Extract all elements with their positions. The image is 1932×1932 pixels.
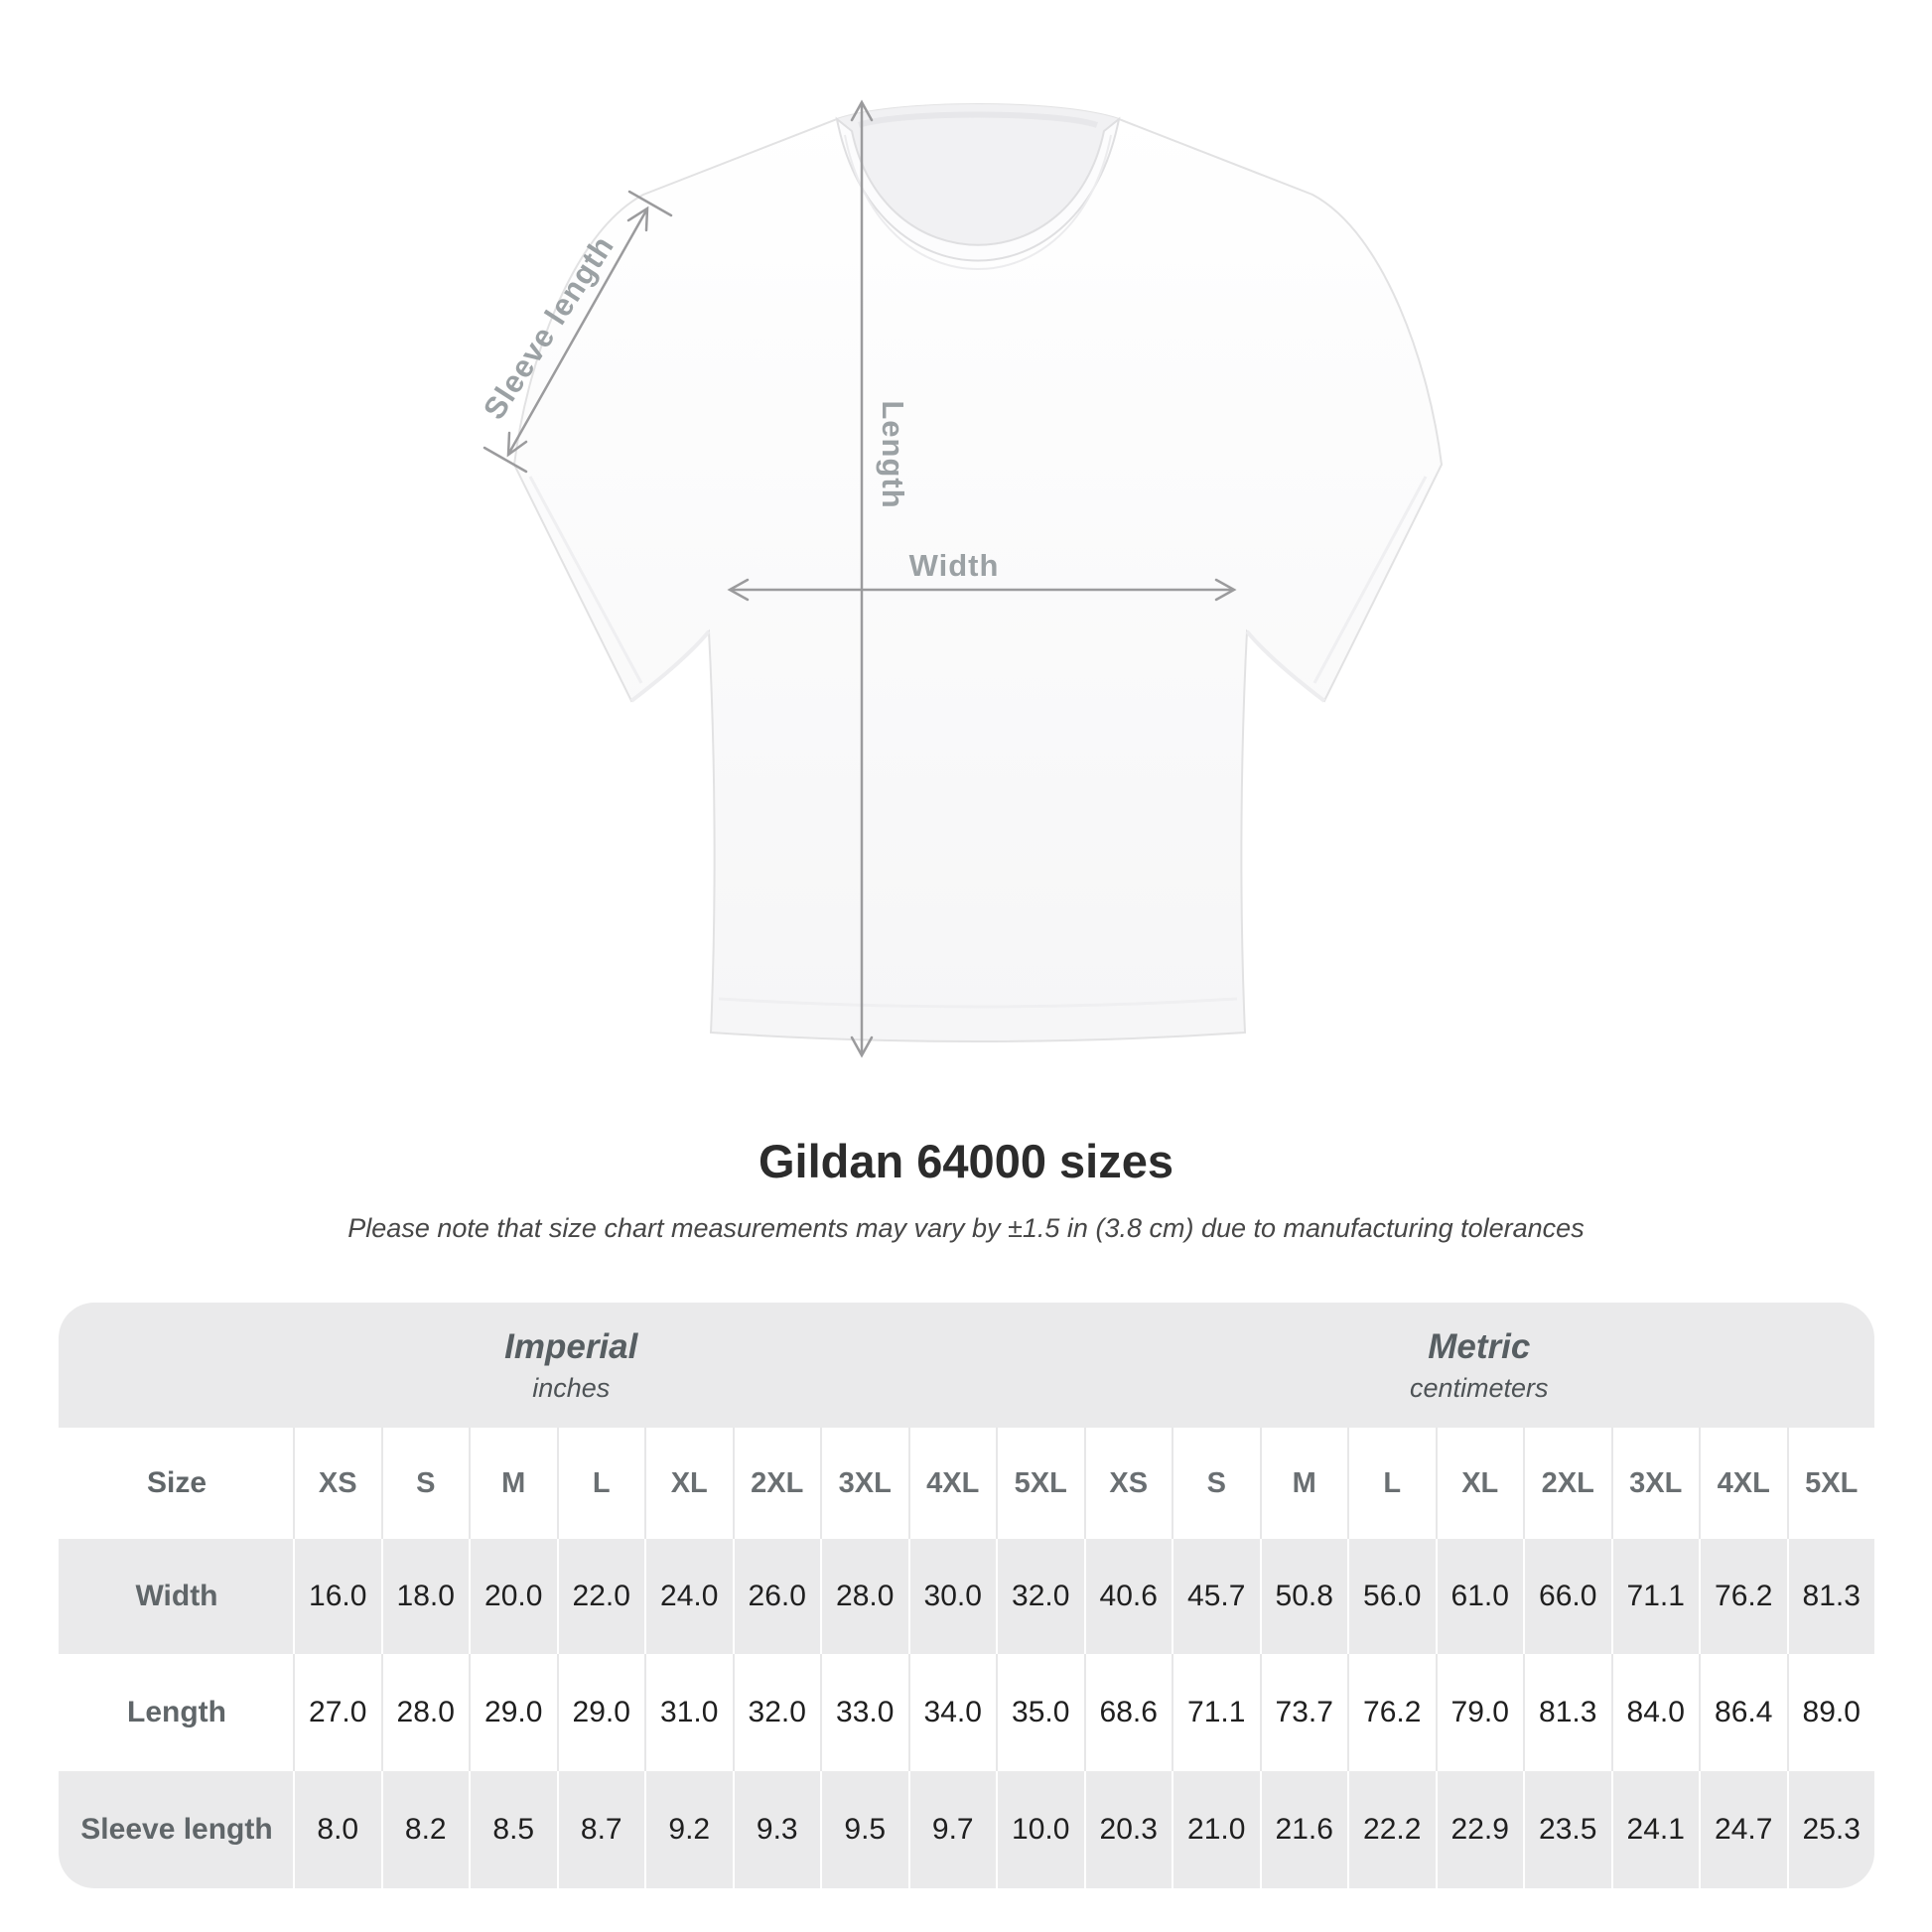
length-label: Length bbox=[876, 400, 910, 509]
cell-length-imperial: 34.0 bbox=[908, 1654, 997, 1771]
row-label-sleeve-length: Sleeve length bbox=[59, 1771, 293, 1888]
size-table bbox=[59, 1303, 1874, 1888]
sleeve-length-label: Sleeve length bbox=[476, 228, 621, 426]
size-header-imperial-3xl: 3XL bbox=[820, 1428, 908, 1539]
size-table-grid bbox=[59, 1428, 1874, 1888]
cell-sleeve-length-imperial: 9.5 bbox=[820, 1771, 908, 1888]
size-header-metric-xl: XL bbox=[1436, 1428, 1524, 1539]
width-label: Width bbox=[908, 548, 1000, 583]
imperial-group-header bbox=[59, 1303, 1084, 1428]
size-header-imperial-5xl: 5XL bbox=[996, 1428, 1084, 1539]
cell-width-imperial: 30.0 bbox=[908, 1539, 997, 1654]
size-header-imperial-m: M bbox=[469, 1428, 557, 1539]
metric-group-header bbox=[1084, 1303, 1875, 1428]
cell-width-imperial: 28.0 bbox=[820, 1539, 908, 1654]
cell-width-metric: 40.6 bbox=[1084, 1539, 1173, 1654]
cell-width-imperial: 18.0 bbox=[381, 1539, 470, 1654]
cell-sleeve-length-imperial: 9.7 bbox=[908, 1771, 997, 1888]
cell-width-imperial: 16.0 bbox=[293, 1539, 381, 1654]
size-header-metric-xs: XS bbox=[1084, 1428, 1173, 1539]
cell-length-imperial: 32.0 bbox=[733, 1654, 821, 1771]
cell-sleeve-length-metric: 21.0 bbox=[1172, 1771, 1260, 1888]
cell-width-imperial: 20.0 bbox=[469, 1539, 557, 1654]
cell-sleeve-length-metric: 24.1 bbox=[1611, 1771, 1700, 1888]
size-header-metric-4xl: 4XL bbox=[1699, 1428, 1787, 1539]
cell-width-metric: 61.0 bbox=[1436, 1539, 1524, 1654]
cell-length-imperial: 35.0 bbox=[996, 1654, 1084, 1771]
cell-length-imperial: 29.0 bbox=[469, 1654, 557, 1771]
cell-sleeve-length-metric: 24.7 bbox=[1699, 1771, 1787, 1888]
cell-sleeve-length-metric: 22.9 bbox=[1436, 1771, 1524, 1888]
cell-width-imperial: 32.0 bbox=[996, 1539, 1084, 1654]
cell-sleeve-length-imperial: 8.2 bbox=[381, 1771, 470, 1888]
imperial-title: Imperial bbox=[504, 1326, 638, 1366]
row-label-width: Width bbox=[59, 1539, 293, 1654]
cell-width-imperial: 26.0 bbox=[733, 1539, 821, 1654]
cell-sleeve-length-metric: 20.3 bbox=[1084, 1771, 1173, 1888]
size-header-metric-s: S bbox=[1172, 1428, 1260, 1539]
cell-length-metric: 86.4 bbox=[1699, 1654, 1787, 1771]
cell-length-imperial: 33.0 bbox=[820, 1654, 908, 1771]
cell-width-metric: 71.1 bbox=[1611, 1539, 1700, 1654]
size-header-imperial-l: L bbox=[557, 1428, 645, 1539]
row-label-length: Length bbox=[59, 1654, 293, 1771]
cell-length-metric: 76.2 bbox=[1347, 1654, 1436, 1771]
cell-length-metric: 81.3 bbox=[1523, 1654, 1611, 1771]
cell-length-imperial: 27.0 bbox=[293, 1654, 381, 1771]
size-header-imperial-4xl: 4XL bbox=[908, 1428, 997, 1539]
cell-length-metric: 73.7 bbox=[1260, 1654, 1348, 1771]
cell-width-metric: 50.8 bbox=[1260, 1539, 1348, 1654]
page-title: Gildan 64000 sizes bbox=[758, 1135, 1174, 1187]
cell-width-metric: 66.0 bbox=[1523, 1539, 1611, 1654]
cell-length-metric: 79.0 bbox=[1436, 1654, 1524, 1771]
cell-sleeve-length-metric: 22.2 bbox=[1347, 1771, 1436, 1888]
cell-sleeve-length-imperial: 8.7 bbox=[557, 1771, 645, 1888]
tolerance-note: Please note that size chart measurements may vary by ±1.5 in (3.8 cm) due to manufacturing tolerances bbox=[347, 1213, 1585, 1243]
cell-sleeve-length-metric: 23.5 bbox=[1523, 1771, 1611, 1888]
cell-length-imperial: 28.0 bbox=[381, 1654, 470, 1771]
cell-sleeve-length-imperial: 9.2 bbox=[644, 1771, 733, 1888]
size-header-metric-5xl: 5XL bbox=[1787, 1428, 1875, 1539]
cell-sleeve-length-imperial: 8.0 bbox=[293, 1771, 381, 1888]
cell-sleeve-length-metric: 25.3 bbox=[1787, 1771, 1875, 1888]
size-header-metric-l: L bbox=[1347, 1428, 1436, 1539]
metric-title: Metric bbox=[1428, 1326, 1531, 1366]
cell-width-imperial: 22.0 bbox=[557, 1539, 645, 1654]
cell-length-metric: 84.0 bbox=[1611, 1654, 1700, 1771]
cell-width-metric: 45.7 bbox=[1172, 1539, 1260, 1654]
cell-width-imperial: 24.0 bbox=[644, 1539, 733, 1654]
size-header-metric-m: M bbox=[1260, 1428, 1348, 1539]
cell-sleeve-length-imperial: 9.3 bbox=[733, 1771, 821, 1888]
cell-length-imperial: 29.0 bbox=[557, 1654, 645, 1771]
cell-sleeve-length-imperial: 10.0 bbox=[996, 1771, 1084, 1888]
size-header-imperial-xl: XL bbox=[644, 1428, 733, 1539]
size-header-imperial-2xl: 2XL bbox=[733, 1428, 821, 1539]
cell-length-metric: 68.6 bbox=[1084, 1654, 1173, 1771]
cell-sleeve-length-metric: 21.6 bbox=[1260, 1771, 1348, 1888]
size-column-header: Size bbox=[59, 1428, 293, 1539]
cell-length-metric: 89.0 bbox=[1787, 1654, 1875, 1771]
size-header-imperial-xs: XS bbox=[293, 1428, 381, 1539]
size-header-imperial-s: S bbox=[381, 1428, 470, 1539]
cell-width-metric: 56.0 bbox=[1347, 1539, 1436, 1654]
unit-group-header bbox=[59, 1303, 1874, 1428]
size-header-metric-3xl: 3XL bbox=[1611, 1428, 1700, 1539]
cell-length-metric: 71.1 bbox=[1172, 1654, 1260, 1771]
cell-sleeve-length-imperial: 8.5 bbox=[469, 1771, 557, 1888]
imperial-unit: inches bbox=[532, 1372, 611, 1403]
metric-unit: centimeters bbox=[1409, 1372, 1549, 1403]
cell-width-metric: 76.2 bbox=[1699, 1539, 1787, 1654]
cell-width-metric: 81.3 bbox=[1787, 1539, 1875, 1654]
size-header-metric-2xl: 2XL bbox=[1523, 1428, 1611, 1539]
cell-length-imperial: 31.0 bbox=[644, 1654, 733, 1771]
